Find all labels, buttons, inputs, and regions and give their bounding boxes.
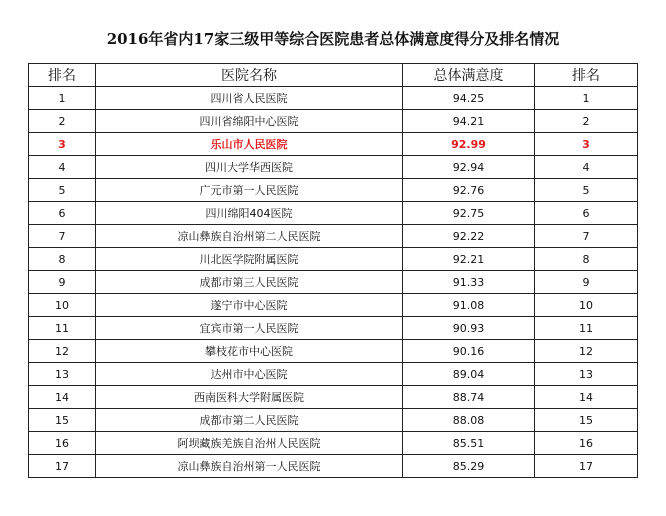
score-cell: 94.21 <box>403 110 535 133</box>
rank-2-cell: 15 <box>535 409 638 432</box>
rank-2-cell: 14 <box>535 386 638 409</box>
column-header-rank-2: 排名 <box>535 64 638 87</box>
rank-cell: 2 <box>29 110 96 133</box>
table-row <box>29 271 638 294</box>
table-row <box>29 455 638 478</box>
rank-cell: 10 <box>29 294 96 317</box>
rank-cell: 3 <box>29 133 96 156</box>
rank-2-cell: 17 <box>535 455 638 478</box>
table-row <box>29 202 638 225</box>
hospital-name-cell: 凉山彝族自治州第一人民医院 <box>96 455 403 478</box>
rank-cell: 5 <box>29 179 96 202</box>
rank-cell: 17 <box>29 455 96 478</box>
table-row <box>29 386 638 409</box>
rank-2-cell: 10 <box>535 294 638 317</box>
rank-cell: 11 <box>29 317 96 340</box>
score-cell: 92.21 <box>403 248 535 271</box>
hospital-name-cell: 阿坝藏族羌族自治州人民医院 <box>96 432 403 455</box>
rank-2-cell: 2 <box>535 110 638 133</box>
hospital-name-cell: 成都市第二人民医院 <box>96 409 403 432</box>
hospital-name-cell: 四川省绵阳中心医院 <box>96 110 403 133</box>
rank-2-cell: 7 <box>535 225 638 248</box>
score-cell: 90.16 <box>403 340 535 363</box>
hospital-name-cell: 攀枝花市中心医院 <box>96 340 403 363</box>
rank-cell: 8 <box>29 248 96 271</box>
rank-cell: 13 <box>29 363 96 386</box>
column-header-score: 总体满意度 <box>403 64 535 87</box>
rank-2-cell: 1 <box>535 87 638 110</box>
rank-cell: 15 <box>29 409 96 432</box>
score-cell: 88.74 <box>403 386 535 409</box>
rank-2-cell: 8 <box>535 248 638 271</box>
score-cell: 89.04 <box>403 363 535 386</box>
rank-2-cell: 13 <box>535 363 638 386</box>
table-row <box>29 294 638 317</box>
column-header-rank: 排名 <box>29 64 96 87</box>
score-cell: 92.75 <box>403 202 535 225</box>
rank-cell: 1 <box>29 87 96 110</box>
hospital-name-cell: 四川省人民医院 <box>96 87 403 110</box>
hospital-name-cell: 成都市第三人民医院 <box>96 271 403 294</box>
score-cell: 92.99 <box>403 133 535 156</box>
score-cell: 91.33 <box>403 271 535 294</box>
table-row <box>29 110 638 133</box>
table-row <box>29 156 638 179</box>
score-cell: 90.93 <box>403 317 535 340</box>
table-row <box>29 133 638 156</box>
rank-2-cell: 9 <box>535 271 638 294</box>
rank-cell: 6 <box>29 202 96 225</box>
rank-cell: 9 <box>29 271 96 294</box>
score-cell: 92.22 <box>403 225 535 248</box>
table-row <box>29 179 638 202</box>
rank-cell: 7 <box>29 225 96 248</box>
rank-2-cell: 11 <box>535 317 638 340</box>
hospital-name-cell: 川北医学院附属医院 <box>96 248 403 271</box>
table-row <box>29 87 638 110</box>
rank-2-cell: 5 <box>535 179 638 202</box>
rank-cell: 12 <box>29 340 96 363</box>
rank-2-cell: 3 <box>535 133 638 156</box>
hospital-name-cell: 遂宁市中心医院 <box>96 294 403 317</box>
hospital-name-cell: 凉山彝族自治州第二人民医院 <box>96 225 403 248</box>
rank-cell: 16 <box>29 432 96 455</box>
score-cell: 91.08 <box>403 294 535 317</box>
table-header-row <box>29 64 638 87</box>
hospital-name-cell: 广元市第一人民医院 <box>96 179 403 202</box>
hospital-name-cell: 达州市中心医院 <box>96 363 403 386</box>
column-header-hospital: 医院名称 <box>96 64 403 87</box>
table-row <box>29 317 638 340</box>
score-cell: 85.51 <box>403 432 535 455</box>
rank-2-cell: 4 <box>535 156 638 179</box>
ranking-table <box>28 63 638 478</box>
score-cell: 92.76 <box>403 179 535 202</box>
table-row <box>29 363 638 386</box>
table-row <box>29 409 638 432</box>
hospital-name-cell: 宜宾市第一人民医院 <box>96 317 403 340</box>
hospital-name-cell: 四川大学华西医院 <box>96 156 403 179</box>
hospital-name-cell: 西南医科大学附属医院 <box>96 386 403 409</box>
table-row <box>29 432 638 455</box>
rank-2-cell: 6 <box>535 202 638 225</box>
rank-cell: 4 <box>29 156 96 179</box>
rank-cell: 14 <box>29 386 96 409</box>
rank-2-cell: 16 <box>535 432 638 455</box>
hospital-name-cell: 四川绵阳404医院 <box>96 202 403 225</box>
table-row <box>29 248 638 271</box>
score-cell: 88.08 <box>403 409 535 432</box>
hospital-name-cell: 乐山市人民医院 <box>96 133 403 156</box>
table-row <box>29 340 638 363</box>
rank-2-cell: 12 <box>535 340 638 363</box>
score-cell: 92.94 <box>403 156 535 179</box>
page-title: 2016年省内17家三级甲等综合医院患者总体满意度得分及排名情况 <box>106 30 560 48</box>
score-cell: 85.29 <box>403 455 535 478</box>
score-cell: 94.25 <box>403 87 535 110</box>
table-row <box>29 225 638 248</box>
